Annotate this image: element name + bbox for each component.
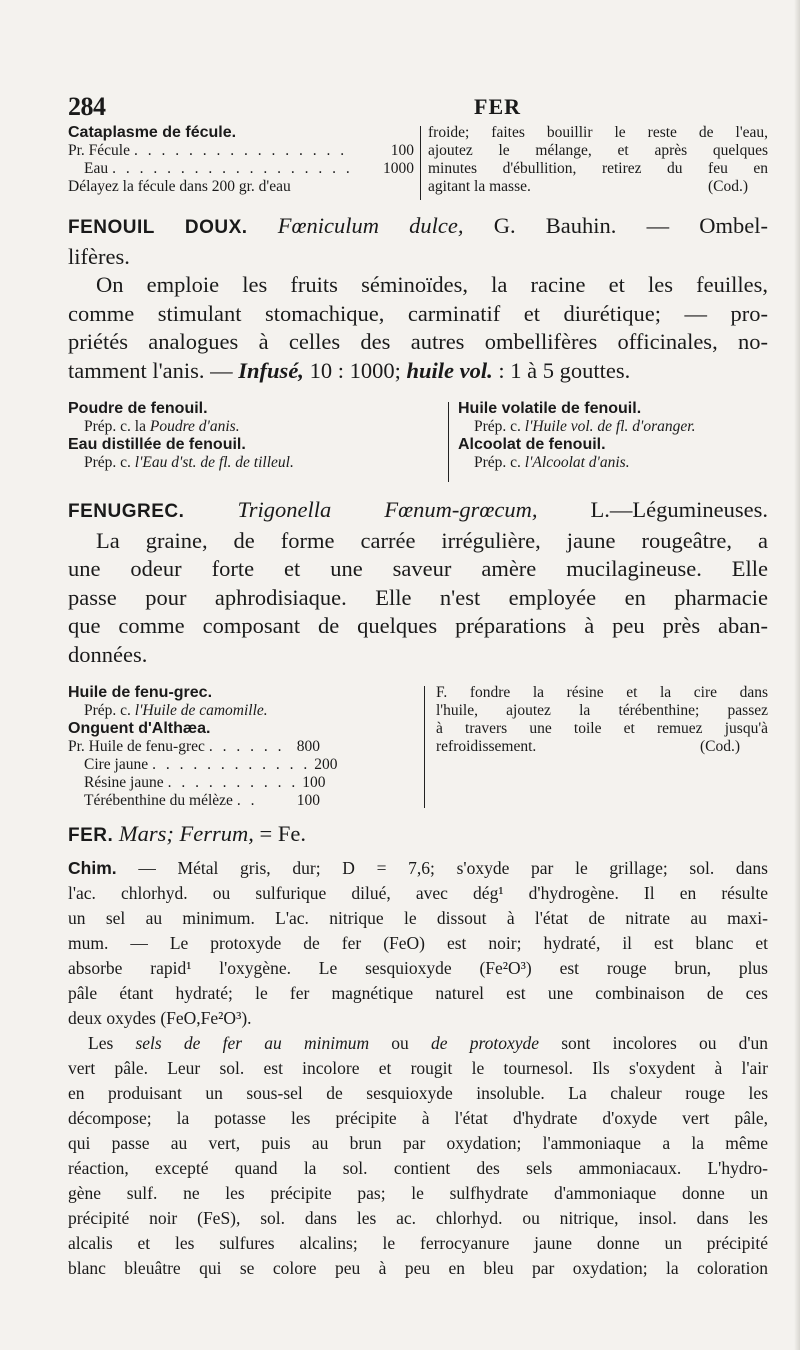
running-head bbox=[68, 92, 768, 122]
preparations-right bbox=[458, 400, 768, 472]
column-rule bbox=[420, 126, 421, 200]
latin-name: Mars; Ferrum, bbox=[118, 821, 254, 846]
recipe-qty: 800 bbox=[296, 738, 320, 755]
entry-term: FENUGREC. bbox=[68, 501, 185, 522]
entry-line bbox=[68, 496, 768, 527]
body-line: qui passe au vert, puis au brun par oxydation; l'ammoniaque a la même bbox=[68, 1133, 768, 1153]
entry-term: FER. bbox=[68, 825, 114, 846]
prep-line bbox=[68, 454, 408, 472]
leader-dots: . . . . . . bbox=[208, 738, 285, 755]
recipe-item: Pr. Fécule bbox=[68, 142, 130, 159]
body-text: Les bbox=[88, 1033, 114, 1053]
prep-heading: Onguent d'Althæa. bbox=[68, 720, 211, 737]
entry-fenouil-doux bbox=[68, 212, 768, 385]
body-line: absorbe rapid¹ l'oxygène. Le sesquioxyde (Fe²O³) est rouge brun, plus bbox=[68, 958, 768, 978]
leader-dots: . . . . . . . . . . bbox=[167, 774, 299, 791]
recipe-qty: 100 bbox=[296, 792, 320, 809]
body-line: en produisant un sous-sel de sesquioxyde insoluble. La chaleur rouge les bbox=[68, 1083, 768, 1103]
recipe-qty: 1000 bbox=[383, 160, 414, 177]
latin-name: Trigonella Fœnum-grœcum, bbox=[237, 497, 538, 522]
body-line: vert pâle. Leur sol. est incolore et rougit le tournesol. Ils s'oxydent à l'air bbox=[68, 1058, 768, 1078]
leader-dots: . . bbox=[236, 792, 258, 809]
recipe-item: Pr. Huile de fenu-grec bbox=[68, 738, 205, 755]
recipe-note: Délayez la fécule dans 200 gr. d'eau bbox=[68, 178, 291, 195]
preparations-left bbox=[68, 400, 408, 472]
instruction-line: à travers une toile et remuez jusqu'à bbox=[436, 720, 768, 737]
body-line: blanc bleuâtre qui se colore peu à peu en bleu par oxydation; la coloration bbox=[68, 1258, 768, 1278]
leader-dots: . . . . . . . . . . . . . . . . bbox=[134, 142, 348, 159]
instruction-line: F. fondre la résine et la cire dans bbox=[436, 684, 768, 701]
prep-ref: l'Alcoolat d'anis. bbox=[524, 454, 630, 471]
entry-line: comme stimulant stomachique, carminatif et diurétique; — pro- bbox=[68, 300, 768, 326]
instruction-text: refroidissement. bbox=[436, 738, 537, 755]
latin-name: Fœniculum dulce, bbox=[277, 213, 464, 238]
entry-line: que comme composant de quelques préparations à peu près aban- bbox=[68, 613, 768, 638]
codex-ref: (Cod.) bbox=[699, 738, 740, 755]
prep-ref: l'Eau d'st. de fl. de tilleul. bbox=[134, 454, 294, 471]
prep-text: Prép. c. bbox=[474, 454, 521, 471]
recipe-row bbox=[68, 756, 338, 774]
body-line: précipité noir (FeS), sol. dans les ac. chlorhyd. ou nitrique, insol. dans les bbox=[68, 1208, 768, 1228]
entry-text: 10 : bbox=[309, 357, 344, 383]
recipe-item: Eau bbox=[84, 160, 109, 177]
prep-heading: Alcoolat de fenouil. bbox=[458, 436, 606, 453]
prep-line bbox=[458, 454, 768, 472]
instruction-line: froide; faites bouillir le reste de l'eau, bbox=[428, 124, 768, 141]
body-line: réaction, excepté quand la sol. contient des sels ammoniacaux. L'hydro- bbox=[68, 1158, 768, 1178]
entry-fer-body bbox=[68, 856, 768, 1281]
instruction-line bbox=[436, 738, 768, 756]
cataplasme-recipe bbox=[68, 124, 414, 196]
entry-line: une odeur forte et une saveur amère mucilagineuse. Elle bbox=[68, 556, 768, 581]
fenugrec-recipes bbox=[68, 684, 338, 810]
body-text: sont incolores ou d'un bbox=[561, 1033, 769, 1053]
body-italic: sels de fer au minimum bbox=[135, 1033, 370, 1053]
column-rule bbox=[424, 686, 425, 808]
cataplasme-instructions bbox=[428, 124, 768, 196]
entry-text: 1000; bbox=[349, 357, 401, 383]
body-line: l'ac. chlorhyd. ou sulfurique dilué, avec dég¹ d'hydrogène. Il en résulte bbox=[68, 883, 768, 903]
body-line: un sel au minimum. L'ac. nitrique le dissout à l'état de nitrate au maxi- bbox=[68, 908, 768, 928]
entry-line bbox=[68, 357, 768, 386]
entry-text: tamment l'anis. — bbox=[68, 357, 233, 383]
recipe-row bbox=[68, 738, 320, 756]
instruction-line bbox=[428, 178, 768, 196]
cataplasme-heading: Cataplasme de fécule. bbox=[68, 124, 237, 141]
entry-line: passe pour aphrodisiaque. Elle n'est employée en pharmacie bbox=[68, 584, 768, 610]
entry-line: lifères. bbox=[68, 243, 130, 269]
running-title: FER bbox=[474, 94, 521, 119]
prep-heading: Huile de fenu-grec. bbox=[68, 684, 213, 701]
instruction-line: minutes d'ébullition, retirez du feu en bbox=[428, 160, 768, 177]
body-line: pâle étant hydraté; le fer magnétique naturel est une combinaison de ces bbox=[68, 983, 768, 1003]
recipe-item: Résine jaune bbox=[84, 774, 164, 791]
body-line bbox=[68, 1031, 768, 1056]
recipe-row bbox=[68, 792, 320, 810]
prep-ref: l'Huile de camomille. bbox=[134, 702, 268, 719]
column-rule bbox=[448, 402, 449, 482]
page-edge-shadow bbox=[794, 0, 800, 1350]
prep-ref: Poudre d'anis. bbox=[149, 418, 240, 435]
chemical-symbol: = Fe. bbox=[259, 821, 306, 846]
entry-line: La graine, de forme carrée irrégulière, jaune rougeâtre, a bbox=[96, 527, 768, 553]
instruction-text: agitant la masse. bbox=[428, 178, 531, 195]
entry-line: On emploie les fruits séminoïdes, la racine et les feuilles, bbox=[96, 272, 768, 297]
leader-dots: . . . . . . . . . . . . . . . . . . bbox=[112, 160, 353, 177]
cataplasme-block bbox=[68, 124, 768, 204]
body-line: décompose; la potasse les précipite à l'état d'hydrate d'oxyde vert pâle, bbox=[68, 1108, 768, 1128]
prep-heading: Eau distillée de fenouil. bbox=[68, 436, 246, 453]
recipe-qty: 100 bbox=[302, 774, 326, 791]
fenouil-preparations bbox=[68, 400, 768, 484]
entry-family: L.—Légumineuses. bbox=[590, 497, 768, 522]
recipe-row bbox=[68, 160, 414, 178]
prep-heading: Poudre de fenouil. bbox=[68, 400, 208, 417]
prep-text: Prép. c. bbox=[84, 454, 131, 471]
codex-ref: (Cod.) bbox=[707, 178, 748, 195]
recipe-item: Térébenthine du mélèze bbox=[84, 792, 233, 809]
leader-dots: . . . . . . . . . . . . bbox=[152, 756, 311, 773]
body-line: alcalis et les sulfures alcalins; le ferrocyanure jaune donne un précipité bbox=[68, 1233, 768, 1253]
prep-heading: Huile volatile de fenouil. bbox=[458, 400, 642, 417]
entry-line bbox=[68, 212, 768, 243]
body-line: deux oxydes (FeO,Fe²O³). bbox=[68, 1008, 252, 1028]
body-text: — Métal gris, dur; D = 7,6; s'oxyde par le grillage; sol. dans bbox=[138, 858, 768, 878]
recipe-qty: 100 bbox=[390, 142, 414, 159]
recipe-item: Cire jaune bbox=[84, 756, 149, 773]
prep-line bbox=[68, 702, 320, 720]
chim-label: Chim. bbox=[68, 858, 117, 878]
prep-line bbox=[68, 418, 408, 436]
entry-fenugrec bbox=[68, 496, 768, 669]
body-line: gène sulf. ne les précipite pas; le sulfhydrate d'ammoniaque donne un bbox=[68, 1183, 768, 1203]
entry-author: G. Bauhin. — Ombel- bbox=[493, 213, 768, 238]
body-line: mum. — Le protoxyde de fer (FeO) est noir; hydraté, il est blanc et bbox=[68, 933, 768, 953]
entry-line: données. bbox=[68, 641, 148, 667]
recipe-row bbox=[68, 774, 326, 792]
page-number: 284 bbox=[68, 92, 106, 121]
prep-text: Prép. c. la bbox=[84, 418, 146, 435]
entry-line bbox=[68, 820, 768, 851]
prep-text: Prép. c. bbox=[84, 702, 131, 719]
prep-ref: l'Huile vol. de fl. d'oranger. bbox=[524, 418, 696, 435]
entry-text: : 1 à 5 gouttes. bbox=[498, 357, 631, 383]
body-text: ou bbox=[391, 1033, 409, 1053]
prep-line bbox=[458, 418, 768, 436]
instruction-line: l'huile, ajoutez la térébenthine; passez bbox=[436, 702, 768, 719]
fenugrec-preparations bbox=[68, 684, 768, 814]
entry-line: priétés analogues à celles des autres ombellifères officinales, no- bbox=[68, 329, 768, 354]
recipe-qty: 200 bbox=[314, 756, 338, 773]
entry-term: FENOUIL DOUX. bbox=[68, 217, 248, 238]
entry-italic: Infusé, bbox=[238, 357, 304, 383]
onguent-instructions bbox=[436, 684, 768, 756]
instruction-line: ajoutez le mélange, et après quelques bbox=[428, 142, 768, 159]
entry-italic: huile vol. bbox=[406, 357, 493, 383]
recipe-row bbox=[68, 142, 414, 160]
prep-text: Prép. c. bbox=[474, 418, 521, 435]
body-italic: de protoxyde bbox=[431, 1033, 540, 1053]
entry-fer-heading bbox=[68, 820, 768, 851]
body-line bbox=[68, 856, 768, 881]
